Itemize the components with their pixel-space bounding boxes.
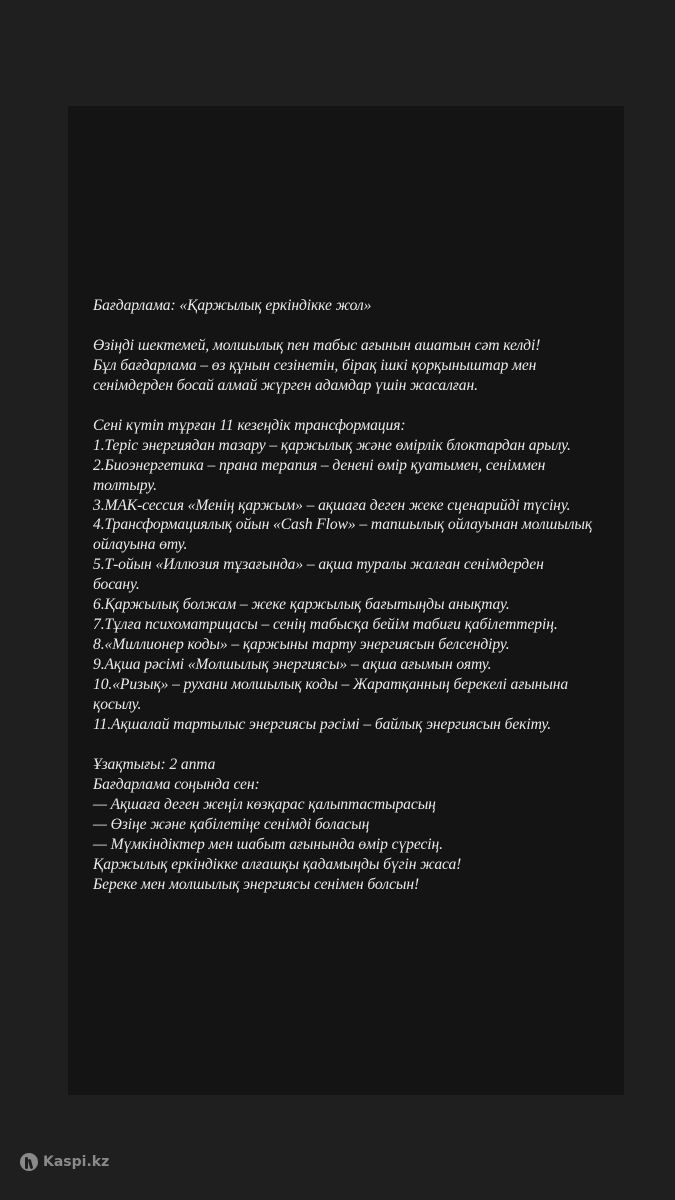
duration: Ұзақтығы: 2 апта	[93, 755, 216, 773]
results-heading: Бағдарлама соңында сен:	[93, 775, 260, 793]
result-item: — Мүмкіндіктер мен шабыт ағынында өмір сүресің.	[93, 835, 443, 853]
spacer	[93, 316, 593, 336]
stage-item: 11.Ақшалай тартылыс энергиясы рәсімі – байлық энергиясын бекіту.	[93, 715, 552, 733]
kaspi-logo-icon	[20, 1153, 38, 1171]
closing-line-1: Қаржылық еркіндікке алғашқы қадамыңды бүгін жаса!	[93, 855, 462, 873]
result-item: — Өзіңе және қабілетіңе сенімді боласың	[93, 815, 370, 833]
intro-line-2: Бұл бағдарлама – өз құнын сезінетін, бірақ ішкі қорқыныштар мен сенімдерден босай алмай жүрген адамдар үшін жасалған.	[93, 356, 537, 394]
stage-item: 2.Биоэнергетика – прана терапия – денені өмір қуатымен, сеніммен толтыру.	[93, 456, 546, 494]
spacer	[93, 396, 593, 416]
stage-item: 4.Трансформациялық ойын «Cash Flow» – тапшылық ойлауынан молшылық ойлауына өту.	[93, 516, 593, 554]
stage-item: 8.«Миллионер коды» – қаржыны тарту энергиясын белсендіру.	[93, 636, 510, 654]
result-item: — Ақшаға деген жеңіл көзқарас қалыптастырасың	[93, 795, 436, 813]
closing-line-2: Береке мен молшылық энергиясы сенімен болсын!	[93, 875, 420, 893]
stage-item: 7.Тұлға психоматрицасы – сенің табысқа бейім табиғи қабілеттерің.	[93, 616, 558, 634]
stage-item: 5.Т-ойын «Иллюзия тұзағында» – ақша туралы жалған сенімдерден босану.	[93, 556, 544, 594]
stage-item: 3.МАК-сессия «Менің қаржым» – ақшаға деген жеке сценарийді түсіну.	[93, 496, 571, 514]
program-title: Бағдарлама: «Қаржылық еркіндікке жол»	[93, 297, 372, 314]
watermark-label: Kaspi.kz	[43, 1154, 110, 1170]
post-text	[93, 296, 593, 895]
stage-item: 10.«Ризық» – рухани молшылық коды – Жаратқанның берекелі ағынына қосылу.	[93, 676, 569, 714]
stage-item: 1.Теріс энергиядан тазару – қаржылық және өмірлік блоктардан арылу.	[93, 436, 571, 454]
kaspi-watermark	[20, 1153, 109, 1171]
stage-item: 6.Қаржылық болжам – жеке қаржылық бағытыңды анықтау.	[93, 596, 510, 614]
stage-item: 9.Ақша рәсімі «Молшылық энергиясы» – ақша ағымын ояту.	[93, 656, 492, 674]
stages-heading: Сені күтіп тұрған 11 кезеңдік трансформация:	[93, 416, 406, 434]
spacer	[93, 735, 593, 755]
intro-line-1: Өзіңді шектемей, молшылық пен табыс ағынын ашатын сәт келді!	[93, 336, 541, 354]
